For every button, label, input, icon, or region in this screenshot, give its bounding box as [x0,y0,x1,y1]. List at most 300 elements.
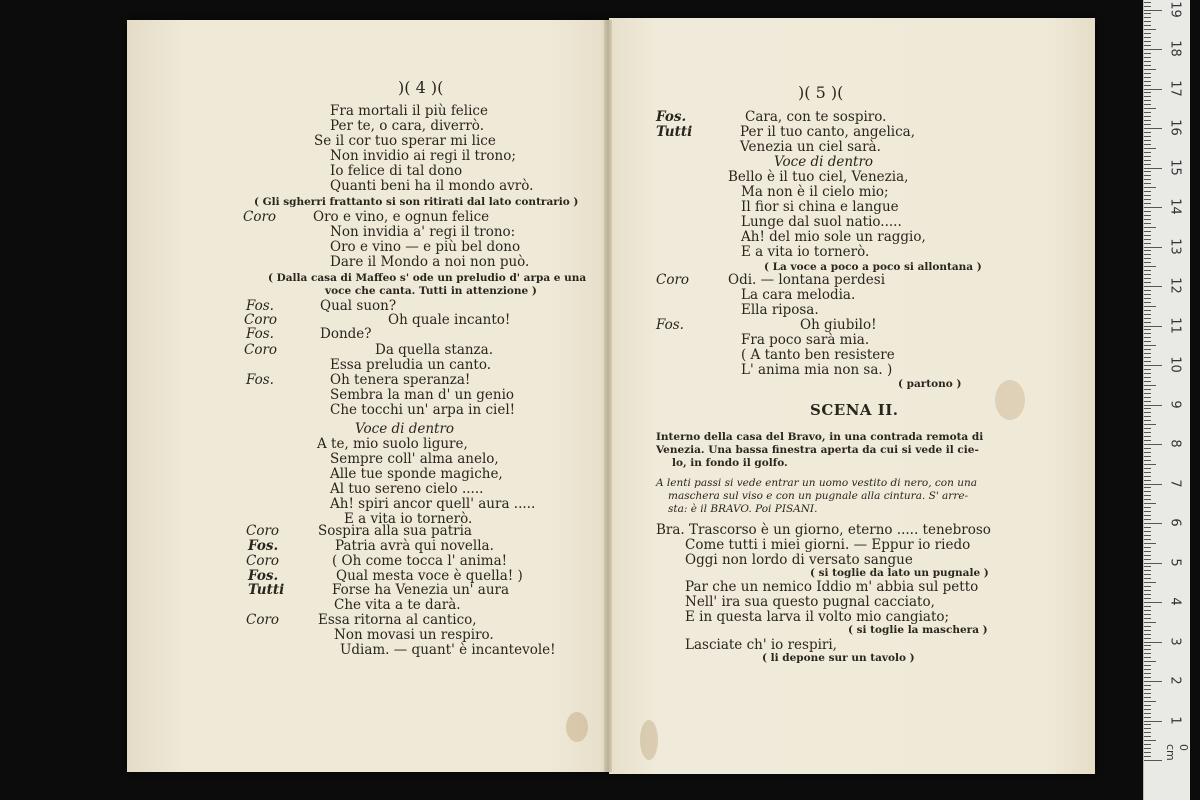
text-line: Fos. [246,372,274,388]
ruler-tick [1144,322,1151,323]
text-line: Donde? [320,326,372,342]
ruler-tick [1144,156,1151,157]
ruler-number: 19 [1167,0,1183,18]
ruler-tick [1144,227,1156,228]
text-line: Lasciate ch' io respiri, [685,637,837,653]
ruler-number: 17 [1167,79,1183,97]
ruler-number: 10 [1167,356,1183,373]
ruler-tick [1144,594,1151,595]
ruler-tick [1144,740,1156,741]
text-line: SCENA II. [810,401,899,419]
text-line: lo, in fondo il golfo. [672,457,788,469]
text-line: voce che canta. Tutti in attenzione ) [325,285,537,297]
text-line: Ah! spiri ancor quell' aura ..... [330,496,536,512]
ruler-tick [1144,634,1151,635]
text-line: Essa preludia un canto. [330,357,492,373]
ruler-tick [1144,175,1151,176]
right-page-number: )( 5 )( [798,83,844,102]
ruler-tick [1144,610,1151,611]
ruler-tick [1144,318,1151,319]
text-line: Fra mortali il più felice [330,103,488,119]
ruler-tick [1144,642,1162,643]
ruler-tick [1144,25,1151,26]
ruler-tick [1144,416,1151,417]
ruler-tick [1144,310,1151,311]
text-line: Voce di dentro [774,154,874,170]
ruler-tick [1144,385,1156,386]
ruler-tick [1144,408,1151,409]
text-line: Non movasi un respiro. [334,627,494,643]
ruler-tick [1144,559,1151,560]
text-line: ( li depone sur un tavolo ) [762,652,915,664]
text-line: Fos. [656,109,687,125]
ruler-tick [1144,669,1151,670]
ruler-tick [1144,45,1151,46]
ruler-tick [1144,476,1151,477]
ruler-tick [1144,618,1151,619]
ruler-tick [1144,369,1151,370]
text-line: ( partono ) [898,378,962,390]
ruler-number: 11 [1167,316,1183,334]
ruler-tick [1144,235,1151,236]
text-line: Fra poco sarà mia. [741,332,870,348]
text-line: Al tuo sereno cielo ..... [330,481,484,497]
ruler-tick [1144,645,1151,646]
ruler-tick [1144,487,1151,488]
text-line: Dare il Mondo a noi non può. [330,254,530,270]
ruler-tick [1144,397,1151,398]
book-gutter [604,20,612,772]
ruler-tick [1144,191,1151,192]
ruler-tick [1144,112,1151,113]
text-line: Alle tue sponde magiche, [330,466,503,482]
ruler-tick [1144,53,1151,54]
ruler-tick [1144,326,1162,327]
ruler-number: 9 [1167,399,1183,409]
ruler-tick [1144,179,1151,180]
ruler-tick [1144,92,1151,93]
text-line: Odi. — lontana perdesi [728,272,886,288]
ruler-tick [1144,239,1151,240]
text-line: ( si toglie da lato un pugnale ) [810,567,989,579]
ruler-tick [1144,294,1151,295]
ruler-unit-label: 0 cm [1164,744,1190,761]
text-line: Non invidia a' regi il trono: [330,224,516,240]
ruler-tick [1144,724,1151,725]
ruler-tick [1144,132,1151,133]
ruler-number: 5 [1167,557,1183,567]
text-line: Voce di dentro [355,421,455,437]
text-line: Oh quale incanto! [388,312,511,328]
ruler-tick [1144,598,1151,599]
ruler-tick [1144,484,1162,485]
ruler-number: 13 [1167,237,1183,255]
text-line: Se il cor tuo sperar mi lice [314,133,496,149]
ruler-tick [1144,298,1151,299]
ruler-tick [1144,108,1156,109]
ruler-tick [1144,527,1151,528]
ruler-tick [1144,100,1151,101]
text-line: Coro [244,342,278,358]
ruler-tick [1144,381,1151,382]
text-line: Udiam. — quant' è incantevole! [340,642,556,658]
ruler-tick [1144,219,1151,220]
text-line: Coro [243,209,277,225]
ruler-tick [1144,140,1151,141]
ruler-tick [1144,171,1151,172]
text-line: Ma non è il cielo mio; [741,184,889,200]
text-line: ( Dalla casa di Maffeo s' ode un preludio d' arpa e una [268,272,587,284]
text-line: Essa ritorna al cantico, [318,612,477,628]
ruler-tick [1144,81,1151,82]
text-line: Sospira alla sua patria [318,523,472,539]
left-page-number: )( 4 )( [398,78,444,97]
text-line: Sempre coll' alma anelo, [330,451,499,467]
text-line: A te, mio suolo ligure, [317,436,468,452]
ruler-number: 18 [1167,40,1183,57]
text-line: Oro e vino — e più bel dono [330,239,521,255]
ruler-tick [1144,128,1162,129]
text-line: E in questa larva il volto mio cangiato; [685,609,950,625]
ruler-tick [1144,254,1151,255]
ruler-tick [1144,495,1151,496]
ruler-tick [1144,448,1151,449]
text-line: Oggi non lordo di versato sangue [685,552,913,568]
ruler-tick [1144,393,1151,394]
ruler-tick [1144,638,1151,639]
ruler-number: 7 [1167,478,1183,488]
ruler-tick [1144,756,1151,757]
ruler-tick [1144,207,1162,208]
ruler-tick [1144,168,1162,169]
ruler-number: 3 [1167,636,1183,646]
ruler-tick [1144,657,1151,658]
ruler-tick [1144,519,1151,520]
stain [640,720,658,760]
ruler-tick [1144,689,1151,690]
text-line: Oh tenera speranza! [330,372,471,388]
ruler-tick [1144,614,1151,615]
ruler-tick [1144,693,1151,694]
ruler-tick [1144,349,1151,350]
text-line: ( Oh come tocca l' anima! [332,553,508,569]
ruler-tick [1144,85,1151,86]
ruler-tick [1144,555,1151,556]
ruler-tick [1144,412,1151,413]
ruler-tick [1144,353,1151,354]
ruler-tick [1144,503,1156,504]
ruler-tick [1144,223,1151,224]
ruler-tick [1144,286,1162,287]
text-line: Fos. [248,538,279,554]
ruler-tick [1144,136,1151,137]
ruler-tick [1144,653,1151,654]
ruler-number: 4 [1167,597,1183,606]
text-line: Non invidio ai regi il trono; [330,148,516,164]
ruler-tick [1144,428,1151,429]
text-line: E a vita io tornerò. [344,511,473,527]
ruler-tick [1144,215,1151,216]
ruler-tick [1144,329,1151,330]
text-line: Tutti [656,124,693,140]
ruler-tick [1144,748,1151,749]
text-line: Forse ha Venezia un' aura [332,582,510,598]
ruler-tick [1144,677,1151,678]
text-line: Oh giubilo! [800,317,877,333]
ruler-tick [1144,622,1156,623]
text-line: Sembra la man d' un genio [330,387,515,403]
ruler-tick [1144,566,1151,567]
text-line: Interno della casa del Bravo, in una contrada remota di [656,431,984,443]
ruler-tick [1144,278,1151,279]
ruler-tick [1144,96,1151,97]
ruler-tick [1144,499,1151,500]
ruler-tick [1144,665,1151,666]
ruler-tick [1144,701,1156,702]
ruler-tick [1144,681,1162,682]
ruler-number: 16 [1167,119,1183,136]
text-line: Per te, o cara, diverrò. [330,118,484,134]
ruler-tick [1144,377,1151,378]
ruler-tick [1144,6,1151,7]
ruler-tick [1144,626,1151,627]
ruler-tick [1144,274,1151,275]
ruler-tick [1144,306,1156,307]
text-line: Per il tuo canto, angelica, [740,124,916,140]
ruler-tick [1144,282,1151,283]
ruler-tick [1144,440,1151,441]
text-line: Fos. [246,326,274,342]
ruler-tick [1144,468,1151,469]
ruler-tick [1144,432,1151,433]
ruler-tick [1144,333,1151,334]
text-line: sta: è il BRAVO. Poi PISANI. [668,503,818,515]
text-line: Coro [246,523,280,539]
text-line: Da quella stanza. [375,342,494,358]
ruler-tick [1144,539,1151,540]
ruler-tick [1144,456,1151,457]
ruler-tick [1144,199,1151,200]
ruler-tick [1144,582,1156,583]
ruler-tick [1144,65,1151,66]
ruler-tick [1144,709,1151,710]
ruler-tick [1144,124,1151,125]
ruler-tick [1144,551,1151,552]
text-line: A lenti passi si vede entrar un uomo vestito di nero, con una [656,477,978,489]
ruler-tick [1144,337,1151,338]
text-line: Qual mesta voce è quella! ) [336,568,523,584]
ruler-tick [1144,13,1151,14]
text-line: Qual suon? [320,298,397,314]
ruler-tick [1144,673,1151,674]
ruler-tick [1144,120,1151,121]
text-line: Lunge dal suol natio..... [741,214,902,230]
ruler-tick [1144,314,1151,315]
text-line: Ah! del mio sole un raggio, [741,229,926,245]
ruler-tick [1144,452,1151,453]
text-line: Quanti beni ha il mondo avrò. [330,178,534,194]
ruler-tick [1144,203,1151,204]
ruler-tick [1144,563,1162,564]
ruler-tick [1144,586,1151,587]
ruler-number: 8 [1167,439,1183,448]
ruler-tick [1144,69,1156,70]
ruler-tick [1144,29,1156,30]
ruler-tick [1144,152,1151,153]
ruler-tick [1144,2,1151,3]
ruler-tick [1144,302,1151,303]
ruler-tick [1144,290,1151,291]
text-line: Cara, con te sospiro. [745,109,887,125]
ruler-tick [1144,247,1162,248]
ruler-tick [1144,752,1151,753]
ruler-tick [1144,144,1151,145]
ruler-tick [1144,10,1162,11]
ruler-tick [1144,436,1151,437]
text-line: Come tutti i miei giorni. — Eppur io riedo [685,537,971,553]
ruler-tick [1144,57,1151,58]
ruler-tick [1144,578,1151,579]
ruler-tick [1144,760,1162,761]
ruler-tick [1144,420,1151,421]
ruler-tick [1144,341,1151,342]
ruler-tick [1144,104,1151,105]
text-line: Ella riposa. [741,302,819,318]
text-line: Coro [246,612,280,628]
ruler-number: 14 [1167,198,1183,215]
ruler-tick [1144,17,1151,18]
ruler-tick [1144,507,1151,508]
ruler-tick [1144,183,1151,184]
ruler-tick [1144,164,1151,165]
text-line: Fos. [248,568,279,584]
text-line: Io felice di tal dono [330,163,463,179]
text-line: Coro [244,312,278,328]
ruler-tick [1144,713,1151,714]
ruler-number: 1 [1167,715,1183,725]
ruler-tick [1144,480,1151,481]
ruler-number: 15 [1167,158,1183,176]
ruler-tick [1144,389,1151,390]
ruler-tick [1144,535,1151,536]
ruler-tick [1144,401,1151,402]
ruler-tick [1144,195,1151,196]
ruler-tick [1144,345,1156,346]
text-line: Bello è il tuo ciel, Venezia, [728,169,909,185]
ruler-number: 12 [1167,277,1183,294]
ruler-tick [1144,116,1151,117]
text-line: ( La voce a poco a poco si allontana ) [764,261,982,273]
ruler-tick [1144,590,1151,591]
text-line: Coro [246,553,280,569]
text-line: Che tocchi un' arpa in ciel! [330,402,516,418]
ruler-tick [1144,547,1151,548]
ruler-tick [1144,732,1151,733]
text-line: Venezia un ciel sarà. [740,139,881,155]
text-line: L' anima mia non sa. ) [741,362,893,378]
ruler-tick [1144,405,1162,406]
stain [566,712,588,742]
ruler-tick [1144,211,1151,212]
text-line: ( Gli sgherri frattanto si son ritirati dal lato contrario ) [254,196,579,208]
measuring-ruler [1143,0,1190,800]
text-line: Che vita a te darà. [334,597,461,613]
stain [995,380,1025,420]
ruler-tick [1144,21,1151,22]
ruler-tick [1144,515,1151,516]
ruler-tick [1144,61,1151,62]
text-line: Oro e vino, e ognun felice [313,209,490,225]
ruler-tick [1144,424,1156,425]
ruler-tick [1144,444,1162,445]
text-line: Fos. [656,317,684,333]
ruler-tick [1144,685,1151,686]
text-line: Tutti [248,582,285,598]
ruler-tick [1144,464,1156,465]
ruler-number: 6 [1167,518,1183,527]
ruler-tick [1144,357,1151,358]
ruler-tick [1144,266,1156,267]
text-line: La cara melodia. [741,287,856,303]
ruler-tick [1144,250,1151,251]
ruler-tick [1144,243,1151,244]
ruler-tick [1144,472,1151,473]
ruler-tick [1144,33,1151,34]
ruler-tick [1144,373,1151,374]
text-line: Nell' ira sua questo pugnal cacciato, [685,594,935,610]
ruler-tick [1144,73,1151,74]
text-line: Fos. [246,298,274,314]
ruler-tick [1144,511,1151,512]
ruler-tick [1144,697,1151,698]
text-line: ( si toglie la maschera ) [848,624,988,636]
text-line: maschera sul viso e con un pugnale alla cintura. S' arre- [668,490,969,502]
ruler-tick [1144,37,1151,38]
text-line: Patria avrà qui novella. [335,538,494,554]
ruler-tick [1144,365,1162,366]
ruler-tick [1144,187,1156,188]
text-line: Bra. Trascorso è un giorno, eterno ..... tenebroso [656,522,991,538]
ruler-tick [1144,661,1156,662]
ruler-tick [1144,543,1156,544]
ruler-tick [1144,602,1162,603]
ruler-tick [1144,361,1151,362]
ruler-tick [1144,49,1162,50]
ruler-tick [1144,231,1151,232]
text-line: ( A tanto ben resistere [741,347,895,363]
text-line: Il fior si china e langue [741,199,899,215]
text-line: Coro [656,272,690,288]
text-line: Par che un nemico Iddio m' abbia sul petto [685,579,979,595]
ruler-tick [1144,531,1151,532]
ruler-tick [1144,77,1151,78]
ruler-tick [1144,491,1151,492]
ruler-tick [1144,744,1151,745]
ruler-tick [1144,160,1151,161]
ruler-tick [1144,570,1151,571]
text-line: Venezia. Una bassa finestra aperta da cui si vede il cie- [656,444,979,456]
ruler-tick [1144,630,1151,631]
ruler-tick [1144,736,1151,737]
ruler-tick [1144,89,1162,90]
ruler-tick [1144,460,1151,461]
ruler-number: 2 [1167,676,1183,685]
ruler-tick [1144,649,1151,650]
ruler-tick [1144,262,1151,263]
ruler-tick [1144,270,1151,271]
ruler-tick [1144,148,1156,149]
ruler-tick [1144,258,1151,259]
